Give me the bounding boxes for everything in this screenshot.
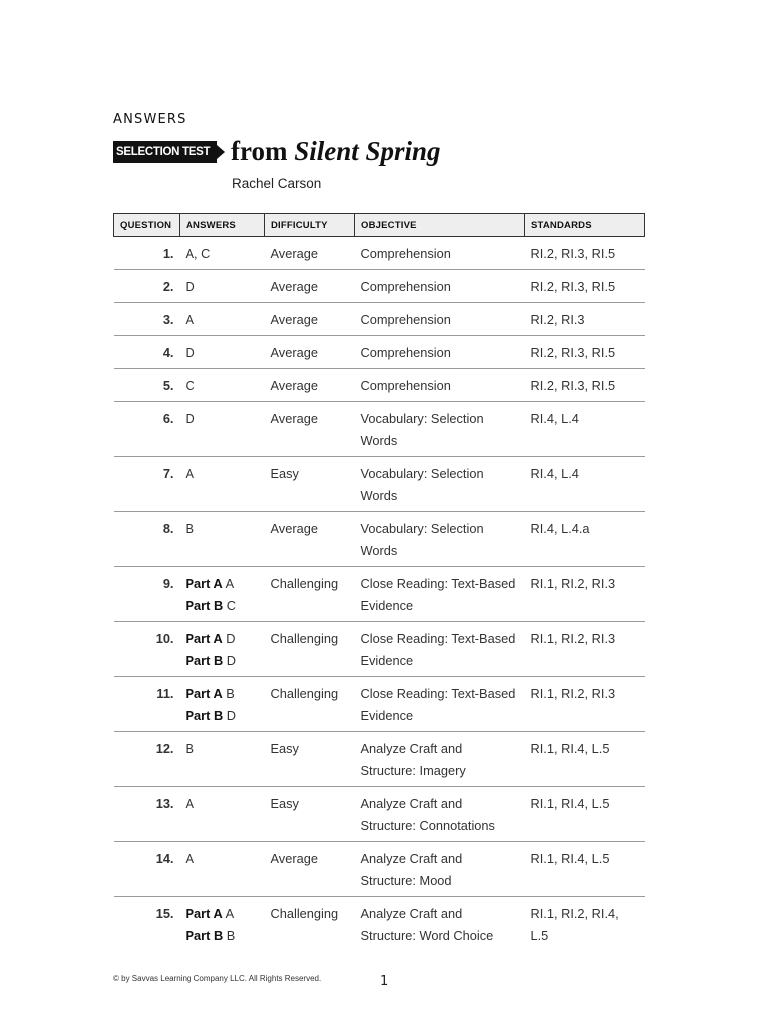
- standards-cell: RI.1, RI.4, L.5: [525, 842, 645, 897]
- table-row: [114, 270, 645, 303]
- standards-cell: RI.2, RI.3, RI.5: [525, 237, 645, 270]
- objective-cell: Close Reading: Text-Based Evidence: [355, 622, 525, 677]
- question-number: 3.: [114, 303, 180, 336]
- answer-cell: [180, 897, 265, 952]
- selection-test-badge: SELECTION TEST: [113, 141, 217, 163]
- answer-cell: A: [180, 303, 265, 336]
- question-number: 12.: [114, 732, 180, 787]
- objective-cell: Comprehension: [355, 303, 525, 336]
- standards-cell: RI.2, RI.3, RI.5: [525, 369, 645, 402]
- question-number: 5.: [114, 369, 180, 402]
- part-answer: C: [226, 598, 237, 613]
- page-title: [231, 136, 441, 167]
- standards-cell: RI.4, L.4: [525, 402, 645, 457]
- part-label: Part B: [185, 708, 224, 723]
- difficulty-cell: Challenging: [270, 906, 339, 921]
- table-row: [114, 677, 645, 732]
- table-row: [114, 237, 645, 270]
- objective-cell: Analyze Craft and Structure: Imagery: [355, 732, 525, 787]
- answer-key-table: [113, 213, 645, 951]
- difficulty-cell: Challenging: [265, 567, 355, 622]
- difficulty-cell: Average: [265, 303, 355, 336]
- question-number: 2.: [114, 270, 180, 303]
- table-row: [114, 303, 645, 336]
- answer-cell: D: [180, 270, 265, 303]
- difficulty-cell: Challenging: [265, 622, 355, 677]
- standards-cell: RI.1, RI.4, L.5: [525, 787, 645, 842]
- difficulty-cell: Average: [265, 336, 355, 369]
- part-answer: D: [226, 631, 236, 646]
- objective-cell: Analyze Craft and Structure: Mood: [355, 842, 525, 897]
- part-answer: A: [225, 576, 235, 591]
- difficulty-cell: Average: [265, 842, 355, 897]
- column-header-question: QUESTION: [114, 214, 180, 237]
- answer-cell: B: [180, 512, 265, 567]
- objective-cell: Vocabulary: Selection Words: [355, 457, 525, 512]
- part-label: Part B: [185, 598, 224, 613]
- objective-cell: Close Reading: Text-Based Evidence: [355, 567, 525, 622]
- column-header-answers: ANSWERS: [180, 214, 265, 237]
- table-row: [114, 369, 645, 402]
- part-label: Part A: [185, 906, 223, 921]
- part-answer: D: [226, 653, 237, 668]
- page-number: 1: [380, 974, 389, 989]
- part-label: Part A: [185, 631, 223, 646]
- standards-cell: RI.1, RI.2, RI.3: [525, 677, 645, 732]
- table-row: [114, 622, 645, 677]
- section-label: ANSWERS: [113, 112, 187, 127]
- standards-cell: RI.1, RI.2, RI.3: [525, 622, 645, 677]
- difficulty-cell: Average: [265, 237, 355, 270]
- part-answer: A: [225, 906, 235, 921]
- objective-cell: Comprehension: [355, 336, 525, 369]
- objective-cell: Vocabulary: Selection Words: [355, 512, 525, 567]
- answer-cell: D: [180, 336, 265, 369]
- table-row: [114, 732, 645, 787]
- author-name: Rachel Carson: [232, 176, 322, 191]
- answer-cell: D: [180, 402, 265, 457]
- question-number: 7.: [114, 457, 180, 512]
- standards-cell: RI.2, RI.3, RI.5: [525, 336, 645, 369]
- table-row: [114, 787, 645, 842]
- column-header-objective: OBJECTIVE: [355, 214, 525, 237]
- standards-cell: RI.1, RI.4, L.5: [525, 732, 645, 787]
- objective-cell: Comprehension: [355, 237, 525, 270]
- title-work: Silent Spring: [294, 136, 441, 166]
- answer-part-a: [186, 573, 259, 595]
- answer-cell: C: [180, 369, 265, 402]
- objective-cell: Comprehension: [355, 270, 525, 303]
- standards-cell: RI.1, RI.2, RI.3: [525, 567, 645, 622]
- part-label: Part B: [185, 928, 224, 943]
- difficulty-cell: Easy: [265, 732, 355, 787]
- objective-cell: Vocabulary: Selection Words: [355, 402, 525, 457]
- title-prefix: from: [231, 136, 288, 166]
- answer-part-a: [186, 683, 259, 705]
- answer-part-b: [186, 925, 259, 947]
- answer-part-b: [186, 650, 259, 672]
- standards-cell: RI.2, RI.3, RI.5: [525, 270, 645, 303]
- answer-cell: A: [180, 842, 265, 897]
- difficulty-cell: Average: [265, 402, 355, 457]
- objective-cell: Close Reading: Text-Based Evidence: [355, 677, 525, 732]
- question-number: 10.: [114, 622, 180, 677]
- table-header-row: [114, 214, 645, 237]
- difficulty-cell: Average: [265, 270, 355, 303]
- answer-cell: [180, 622, 265, 677]
- difficulty-cell: Average: [265, 512, 355, 567]
- question-number: 13.: [114, 787, 180, 842]
- answer-part-a: [186, 628, 259, 650]
- table-row: [114, 567, 645, 622]
- badge-arrow-icon: [217, 145, 225, 159]
- question-number: 1.: [114, 237, 180, 270]
- question-number: 14.: [114, 842, 180, 897]
- objective-cell: Analyze Craft and Structure: Connotations: [355, 787, 525, 842]
- answer-cell: [180, 567, 265, 622]
- answer-cell: A: [180, 787, 265, 842]
- column-header-difficulty: DIFFICULTY: [265, 214, 355, 237]
- part-answer: B: [226, 928, 236, 943]
- table-row: [114, 402, 645, 457]
- answer-cell: A: [180, 457, 265, 512]
- question-number: 15.: [155, 906, 174, 921]
- answer-cell: B: [180, 732, 265, 787]
- part-label: Part B: [185, 653, 224, 668]
- question-number: 9.: [114, 567, 180, 622]
- difficulty-cell: Easy: [265, 787, 355, 842]
- table-row: [114, 512, 645, 567]
- part-answer: D: [226, 708, 237, 723]
- objective-cell: Analyze Craft and Structure: Word Choice: [360, 906, 494, 943]
- answer-cell: A, C: [180, 237, 265, 270]
- standards-cell: RI.1, RI.2, RI.4, L.5: [530, 906, 619, 943]
- column-header-standards: STANDARDS: [525, 214, 645, 237]
- part-label: Part A: [185, 686, 223, 701]
- answer-part-a: [186, 903, 259, 925]
- question-number: 11.: [114, 677, 180, 732]
- standards-cell: RI.4, L.4: [525, 457, 645, 512]
- answer-cell: [180, 677, 265, 732]
- part-label: Part A: [185, 576, 223, 591]
- difficulty-cell: Average: [265, 369, 355, 402]
- difficulty-cell: Challenging: [265, 677, 355, 732]
- table-row: [114, 842, 645, 897]
- table-row: [114, 457, 645, 512]
- question-number: 8.: [114, 512, 180, 567]
- question-number: 4.: [114, 336, 180, 369]
- objective-cell: Comprehension: [355, 369, 525, 402]
- question-number: 6.: [114, 402, 180, 457]
- table-body: [114, 237, 645, 952]
- table-row: [114, 336, 645, 369]
- difficulty-cell: Easy: [265, 457, 355, 512]
- answer-part-b: [186, 595, 259, 617]
- copyright-notice: © by Savvas Learning Company LLC. All Rights Reserved.: [113, 974, 322, 983]
- standards-cell: RI.4, L.4.a: [525, 512, 645, 567]
- standards-cell: RI.2, RI.3: [525, 303, 645, 336]
- part-answer: B: [226, 686, 235, 701]
- answer-part-b: [186, 705, 259, 727]
- table-row: [114, 897, 645, 952]
